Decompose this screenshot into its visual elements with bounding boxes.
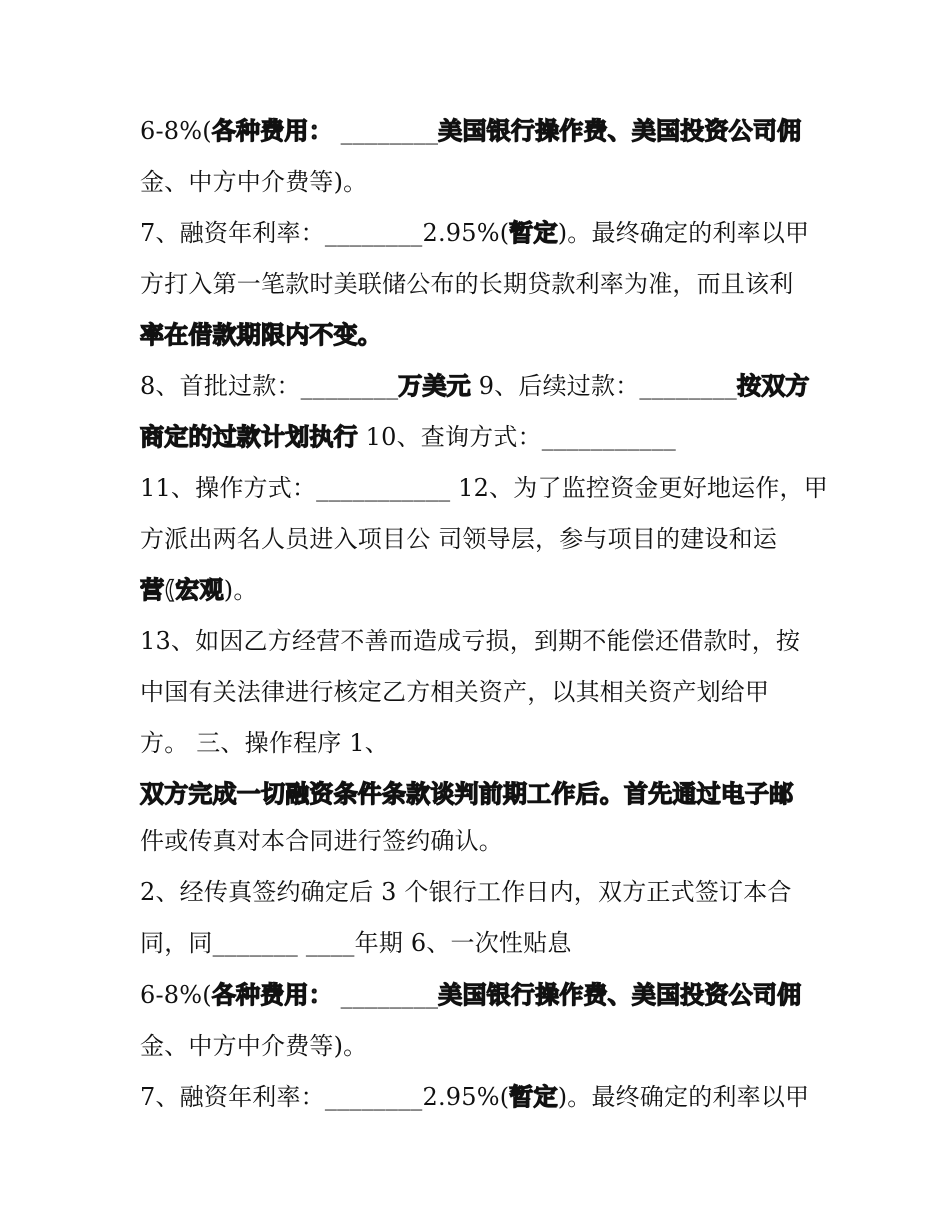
text-run: 金、中方中介费等)。 xyxy=(140,1032,368,1060)
text-run: 6-8%( xyxy=(140,981,212,1009)
outlined-text-run: 率在借款期限内不变。 xyxy=(140,321,382,349)
text-run: 同，同_______ ____年期 6、一次性贴息 xyxy=(140,929,572,957)
text-run: 13、如因乙方经营不善而造成亏损，到期不能偿还借款时，按 xyxy=(140,627,801,655)
outlined-text-run: 美国银行操作费、美国投资公司佣 xyxy=(438,117,802,145)
text-line-10 xyxy=(140,575,258,605)
text-line-11 xyxy=(140,626,800,656)
text-run: 中国有关法律进行核定乙方相关资产，以其相关资产划给甲 xyxy=(140,678,770,706)
text-line-6 xyxy=(140,371,810,401)
text-run: 2、经传真签约确定后 3 个银行工作日内，双方正式签订本合 xyxy=(140,878,792,906)
text-line-1 xyxy=(140,116,801,146)
text-run: 金、中方中介费等)。 xyxy=(140,168,368,196)
text-run: 10、查询方式：___________ xyxy=(357,423,676,451)
text-run: 件或传真对本合同进行签约确认。 xyxy=(140,827,503,855)
text-run: )。最终确定的利率以甲 xyxy=(557,219,810,247)
outlined-text-run: 按双方 xyxy=(737,372,810,400)
text-line-9 xyxy=(140,524,777,554)
text-line-4 xyxy=(140,269,793,299)
text-run: 7、融资年利率：________2.95%( xyxy=(140,219,510,247)
outlined-text-run: 美国银行操作费、美国投资公司佣 xyxy=(438,981,802,1009)
outlined-text-run: 双方完成一切融资条件条款谈判前期工作后。首先通过电子邮 xyxy=(140,780,794,808)
text-run: )。 xyxy=(223,576,258,604)
text-run: 方。 三、操作程序 1、 xyxy=(140,729,389,757)
outlined-text-run: 商定的过款计划执行 xyxy=(140,423,358,451)
text-line-17 xyxy=(140,928,572,958)
text-line-12 xyxy=(140,677,769,707)
text-run: 6-8%( xyxy=(140,117,212,145)
text-line-20 xyxy=(140,1082,809,1112)
text-line-19 xyxy=(140,1031,367,1061)
text-line-8 xyxy=(140,473,828,503)
text-run: 方打入第一笔款时美联储公布的长期贷款利率为准，而且该利 xyxy=(140,270,794,298)
outlined-text-run: 营( xyxy=(140,576,176,604)
outlined-text-run: 暂定 xyxy=(509,1083,558,1111)
text-run: )。最终确定的利率以甲 xyxy=(557,1083,810,1111)
outlined-text-run: 万美元 xyxy=(398,372,471,400)
text-line-2 xyxy=(140,167,367,197)
outlined-text-run: 暂定 xyxy=(509,219,558,247)
text-line-7 xyxy=(140,422,676,452)
text-run: ________ xyxy=(332,117,439,145)
text-line-3 xyxy=(140,218,809,248)
text-run: 8、首批过款：________ xyxy=(140,372,399,400)
text-run: 11、操作方式：___________ 12、为了监控资金更好地运作，甲 xyxy=(140,474,828,502)
outlined-text-run: 宏观 xyxy=(175,576,224,604)
text-run: 方派出两名人员进入项目公 司领导层，参与项目的建设和运 xyxy=(140,525,778,553)
text-run: ________ xyxy=(332,981,439,1009)
outlined-text-run: 各种费用： xyxy=(211,981,333,1009)
text-line-14 xyxy=(140,779,793,809)
text-run: 7、融资年利率：________2.95%( xyxy=(140,1083,510,1111)
text-run: 9、后续过款：________ xyxy=(470,372,737,400)
text-line-13 xyxy=(140,728,389,758)
text-line-18 xyxy=(140,980,801,1010)
outlined-text-run: 各种费用： xyxy=(211,117,333,145)
text-line-16 xyxy=(140,877,792,907)
text-line-15 xyxy=(140,826,503,856)
text-line-5 xyxy=(140,320,382,350)
